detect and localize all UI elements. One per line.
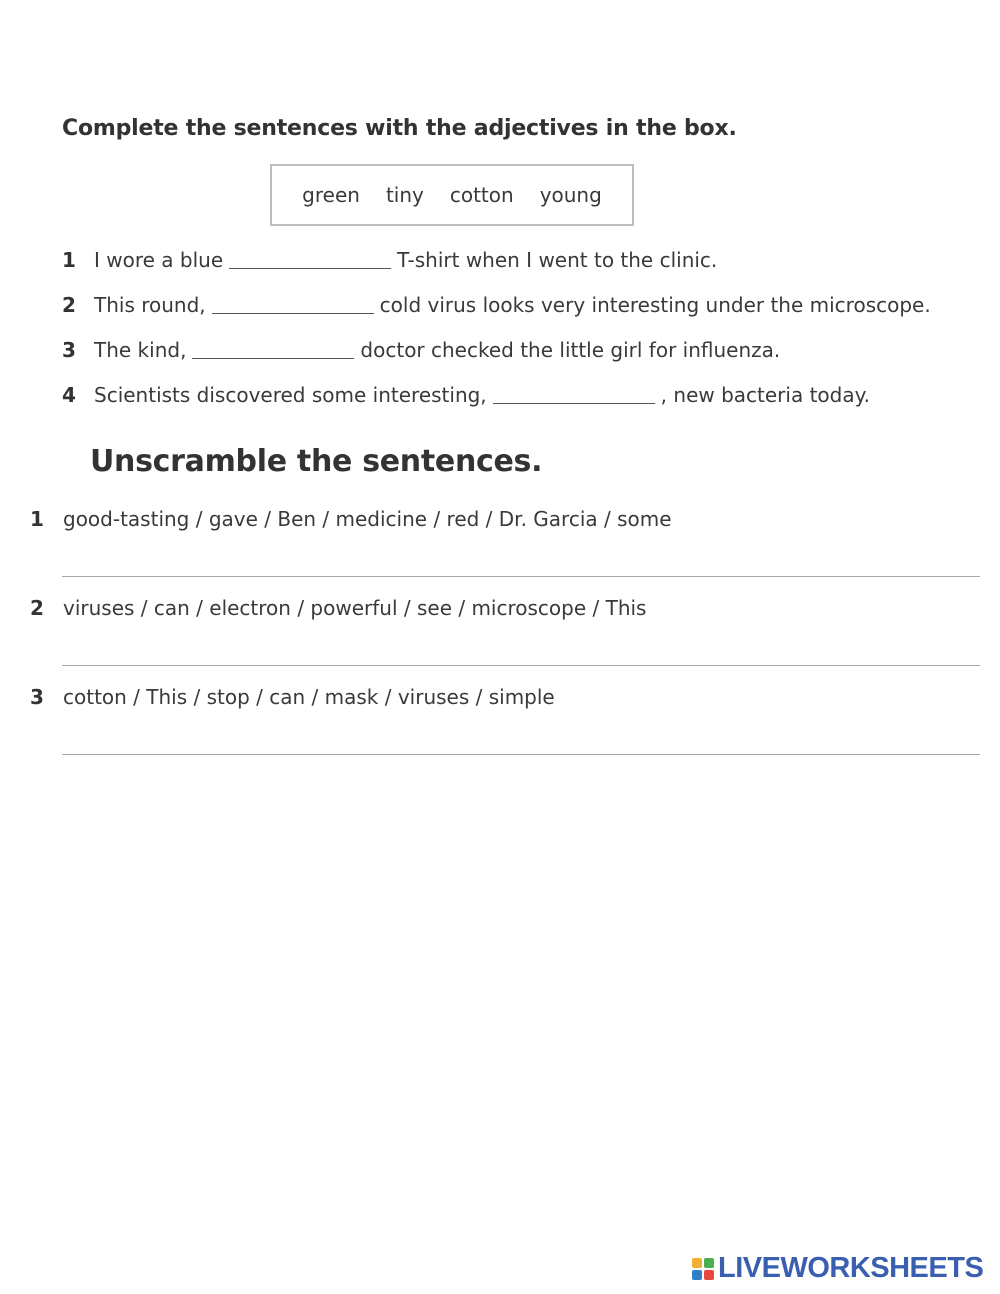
sentence-text-after: , new bacteria today. (660, 383, 870, 407)
sentence-text-after: doctor checked the little girl for influenza. (360, 338, 781, 362)
liveworksheets-logo (692, 1252, 983, 1285)
exercise1-instruction: Complete the sentences with the adjectives in the box. (62, 116, 737, 141)
logo-square (704, 1258, 714, 1268)
scramble-number: 3 (30, 685, 44, 709)
scramble-words: good-tasting / gave / Ben / medicine / red / Dr. Garcia / some (63, 507, 672, 531)
scramble-item-2 (30, 596, 646, 620)
answer-blank-2[interactable] (212, 312, 374, 314)
sentence-3 (62, 338, 780, 362)
sentence-number: 3 (62, 338, 76, 362)
logo-square (704, 1270, 714, 1280)
logo-square (692, 1258, 702, 1268)
logo-mark-icon (692, 1258, 714, 1280)
sentence-number: 1 (62, 248, 76, 272)
scramble-words: cotton / This / stop / can / mask / viruses / simple (63, 685, 555, 709)
word-box-item: young (539, 183, 602, 207)
word-box-item: green (302, 183, 360, 207)
sentence-text-before: Scientists discovered some interesting, (94, 383, 487, 407)
logo-square (692, 1270, 702, 1280)
scramble-answer-line-3[interactable] (62, 754, 980, 755)
word-box-item: tiny (385, 183, 424, 207)
sentence-text-before: This round, (94, 293, 206, 317)
sentence-text-before: I wore a blue (94, 248, 224, 272)
word-box-item: cotton (449, 183, 514, 207)
scramble-words: viruses / can / electron / powerful / see / microscope / This (63, 596, 647, 620)
answer-blank-1[interactable] (229, 267, 391, 269)
sentence-1 (62, 248, 717, 272)
scramble-item-1 (30, 507, 672, 531)
word-box (270, 164, 634, 226)
scramble-item-3 (30, 685, 555, 709)
logo-text: LIVEWORKSHEETS (718, 1252, 984, 1284)
sentence-number: 2 (62, 293, 76, 317)
scramble-answer-line-1[interactable] (62, 576, 980, 577)
exercise2-instruction: Unscramble the sentences. (90, 444, 543, 479)
answer-blank-3[interactable] (192, 357, 354, 359)
sentence-2 (62, 293, 931, 317)
sentence-text-after: T-shirt when I went to the clinic. (397, 248, 718, 272)
sentence-number: 4 (62, 383, 76, 407)
scramble-answer-line-2[interactable] (62, 665, 980, 666)
scramble-number: 1 (30, 507, 44, 531)
sentence-text-after: cold virus looks very interesting under the microscope. (379, 293, 931, 317)
sentence-text-before: The kind, (94, 338, 187, 362)
sentence-4 (62, 383, 870, 407)
scramble-number: 2 (30, 596, 44, 620)
answer-blank-4[interactable] (493, 402, 655, 404)
